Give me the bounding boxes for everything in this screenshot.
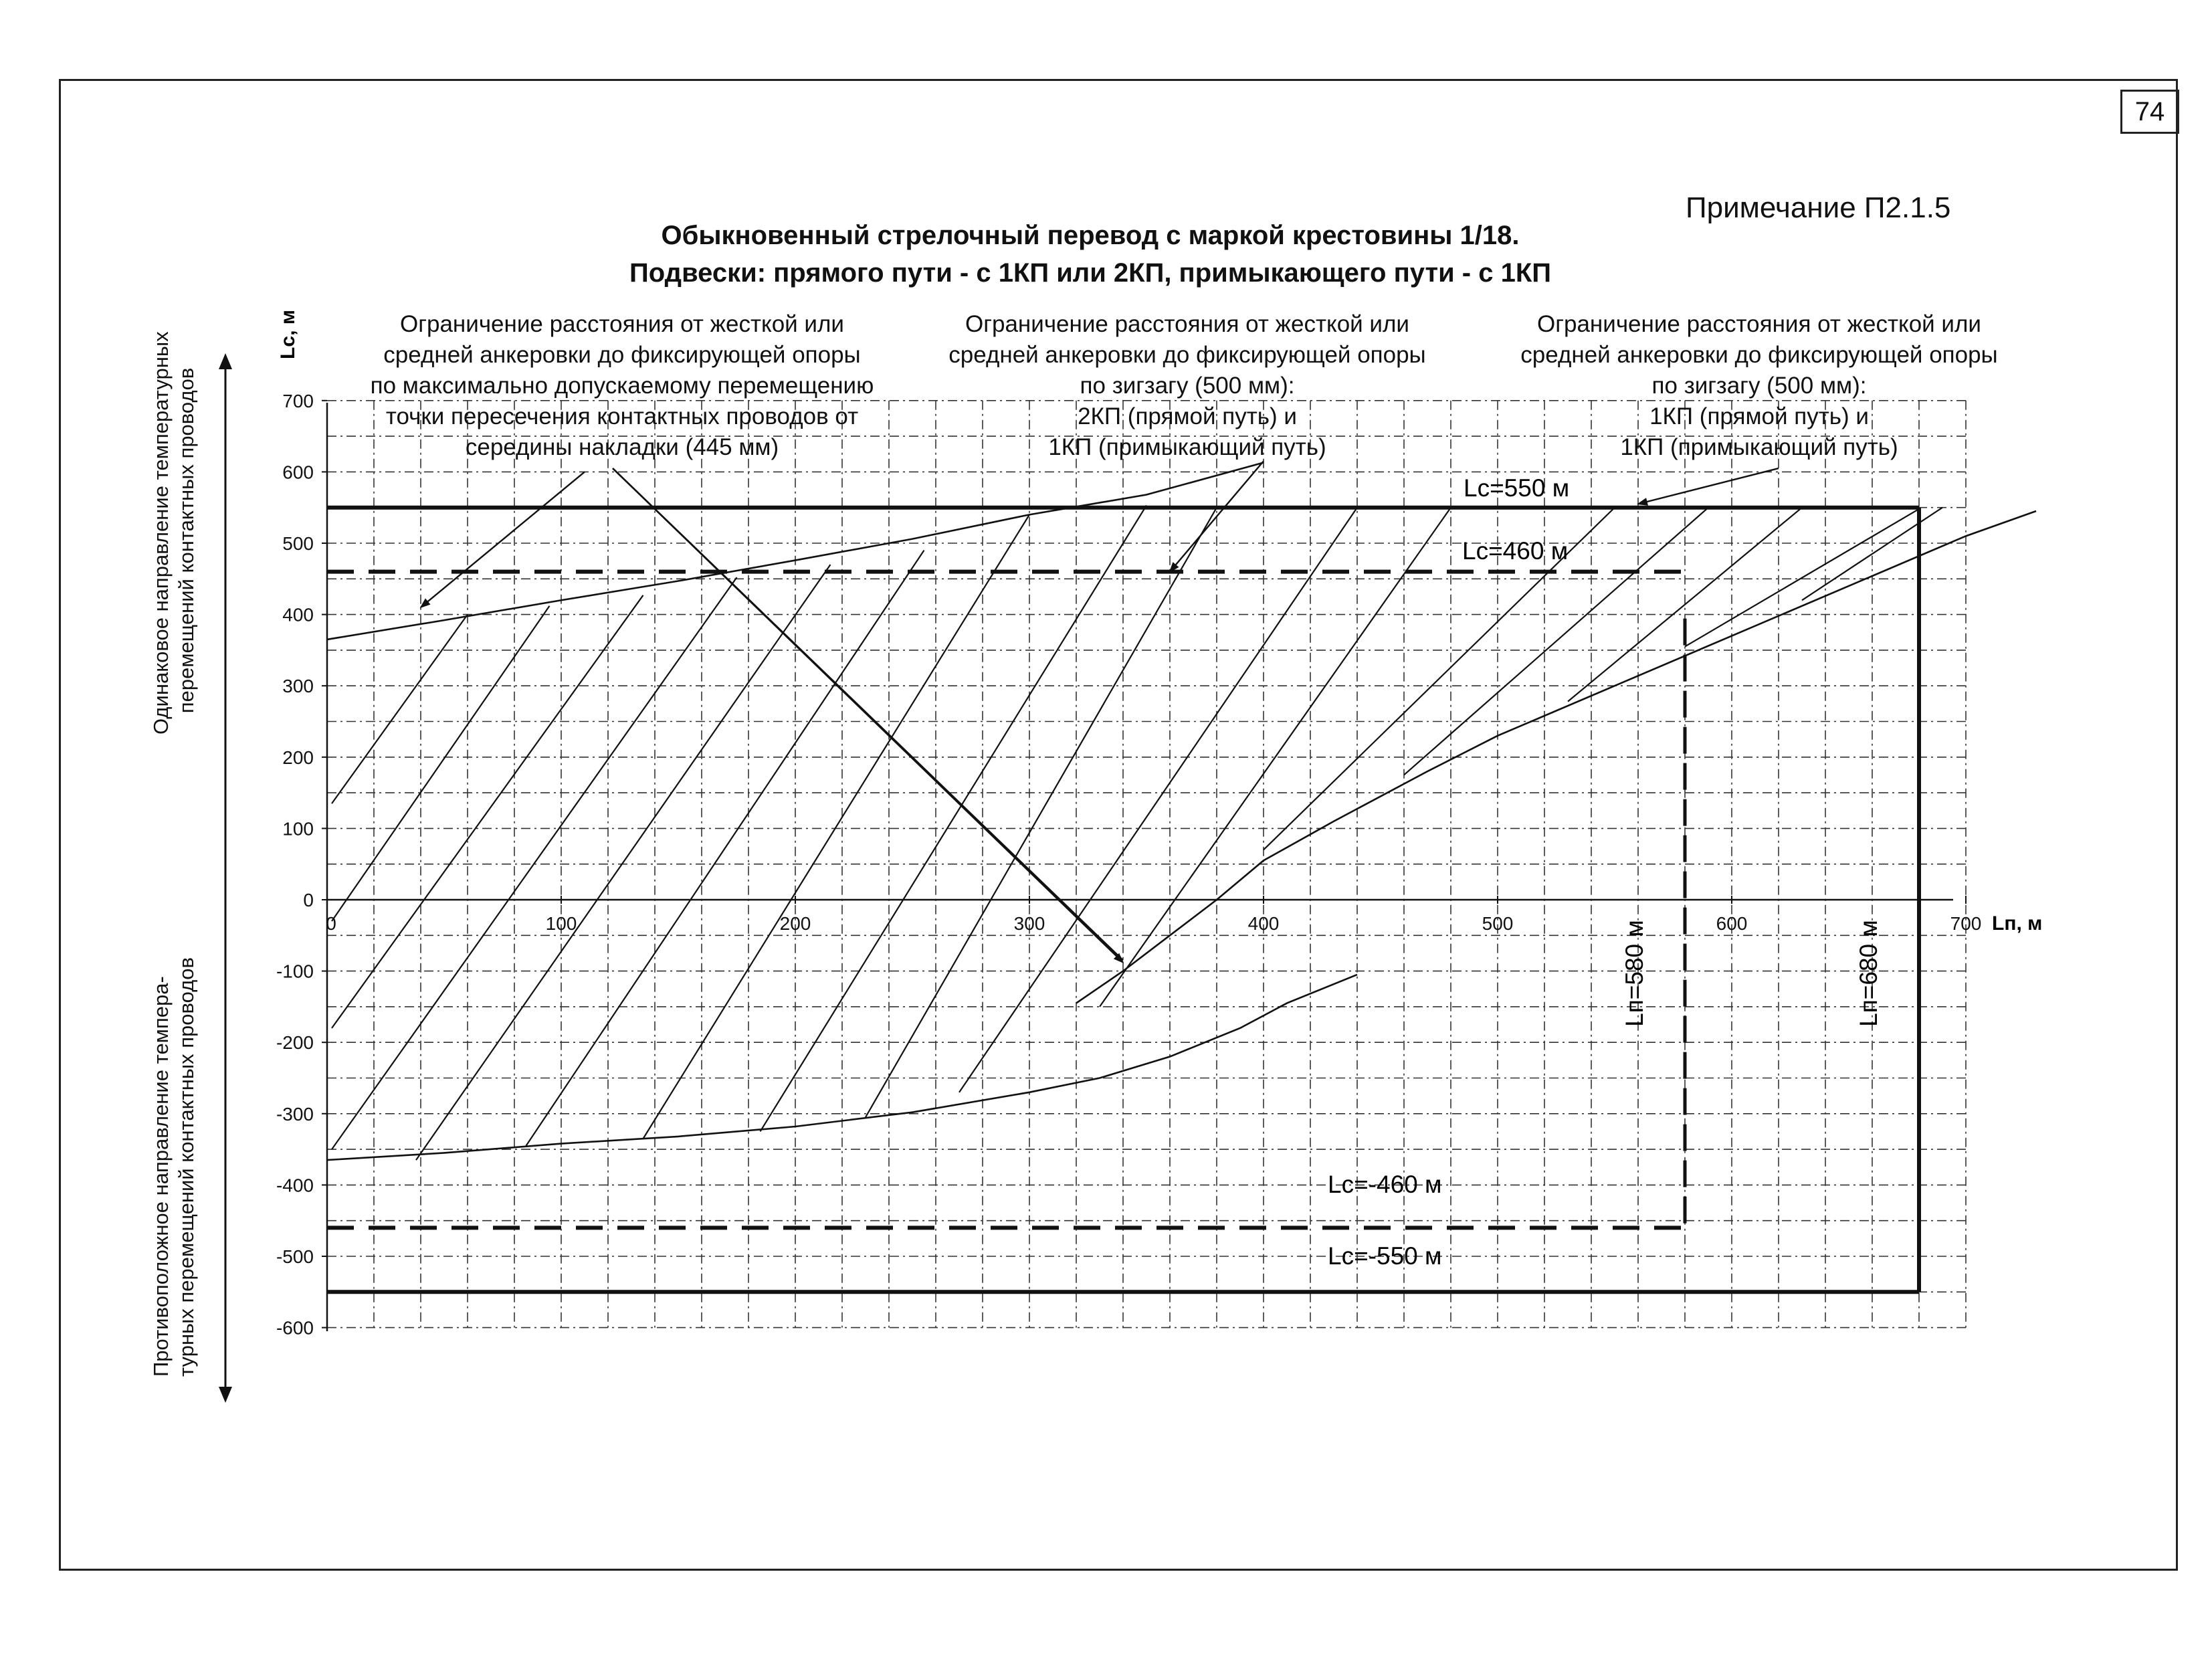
label-lc-m460: Lс=-460 м	[1328, 1171, 1442, 1198]
annotation-3-line-4: 1КП (прямой путь) и	[1649, 403, 1869, 429]
annotation-2	[948, 311, 1425, 460]
annotation-1-line-4: точки пересечения контактных проводов от	[385, 403, 859, 429]
hatch-line	[526, 551, 924, 1146]
annotation-1-line-3: по максимально допускаемому перемещению	[370, 373, 874, 399]
y-tick-label: -300	[276, 1103, 314, 1125]
hatch-line	[1685, 509, 1919, 647]
side-arrow-up	[219, 353, 232, 369]
grid	[327, 401, 1966, 1328]
hatch-line	[643, 514, 1030, 1139]
annotation-arrow	[1638, 468, 1779, 504]
annotation-3-line-5: 1КП (примыкающий путь)	[1620, 434, 1898, 460]
hatch-line	[761, 506, 1147, 1132]
x-tick-label: 200	[779, 913, 811, 934]
annotation-3-line-1: Ограничение расстояния от жесткой или	[1537, 311, 1981, 337]
side-label-upper-line-1: Одинаковое направление температурных	[149, 331, 173, 735]
x-axis-label: Lп, м	[1992, 912, 2043, 935]
annotation-3-line-2: средней анкеровки до фиксирующей опоры	[1520, 342, 1998, 368]
annotation-2-line-2: средней анкеровки до фиксирующей опоры	[948, 342, 1426, 368]
x-tick-label: 500	[1482, 913, 1514, 934]
y-tick-label: 0	[303, 890, 314, 910]
y-tick-label: 700	[282, 390, 314, 411]
annotation-1	[371, 311, 874, 460]
annotation-3	[1520, 311, 1997, 460]
label-lc-m550: Lс=-550 м	[1328, 1242, 1442, 1270]
annotation-2-line-1: Ограничение расстояния от жесткой или	[965, 311, 1409, 337]
annotation-1-line-5: середины накладки (445 мм)	[465, 434, 779, 460]
title-line-2: Подвески: прямого пути - с 1КП или 2КП, примыкающего пути - с 1КП	[629, 258, 1551, 288]
y-tick-label: 100	[282, 818, 314, 840]
y-tick-label: 300	[282, 676, 314, 697]
side-arrow-down	[219, 1387, 232, 1403]
y-tick-label: 400	[282, 604, 314, 625]
x-tick-label: 600	[1716, 913, 1748, 934]
side-label-lower-line-1: Противоположное направление темпера-	[149, 976, 173, 1377]
annotation-arrow	[1170, 461, 1264, 571]
note-label: Примечание П2.1.5	[1686, 191, 1951, 224]
hatch-line	[866, 508, 1217, 1117]
title-line-1: Обыкновенный стрелочный перевод с маркой крестовины 1/18.	[661, 221, 1520, 250]
label-lc-460: Lс=460 м	[1462, 537, 1569, 565]
x-tick-label: 300	[1013, 913, 1045, 934]
hatch-line	[332, 577, 737, 1149]
y-tick-label: -200	[276, 1032, 314, 1054]
y-tick-label: 500	[282, 533, 314, 554]
y-tick-label: -400	[276, 1175, 314, 1196]
x-tick-label: 100	[545, 913, 577, 934]
y-tick-label: -600	[276, 1317, 314, 1339]
y-tick-label: 200	[282, 747, 314, 768]
annotation-arrow	[613, 468, 1123, 963]
x-tick-label: 700	[1950, 913, 1982, 934]
x-tick-label: 400	[1247, 913, 1280, 934]
y-tick-label: -500	[276, 1246, 314, 1267]
axes	[219, 353, 1953, 1403]
side-label-upper-line-2: перемещений контактных проводов	[175, 367, 198, 714]
side-label-lower-line-2: турных перемещений контактных проводов	[175, 957, 198, 1377]
hatch-line	[332, 595, 643, 1028]
annotation-2-line-3: по зигзагу (500 мм):	[1080, 373, 1295, 399]
hatch-line	[416, 565, 831, 1160]
label-ln-680: Lп=680 м	[1855, 920, 1882, 1027]
y-axis-label: Lс, м	[277, 310, 299, 359]
annotation-2-line-5: 1КП (примыкающий путь)	[1048, 434, 1326, 460]
annotation-arrow	[421, 472, 585, 607]
hatch-lines	[332, 506, 1942, 1161]
annotation-1-line-1: Ограничение расстояния от жесткой или	[400, 311, 844, 337]
page-number: 74	[2120, 90, 2179, 134]
y-tick-label: 600	[282, 462, 314, 483]
annotation-2-line-4: 2КП (прямой путь) и	[1078, 403, 1297, 429]
hatch-line	[332, 615, 468, 803]
label-ln-580: Lп=580 м	[1621, 920, 1648, 1027]
annotation-3-line-3: по зигзагу (500 мм):	[1651, 373, 1867, 399]
label-lc-550: Lс=550 м	[1464, 474, 1570, 502]
hatch-line	[959, 508, 1357, 1092]
x-tick-label: 0	[326, 913, 336, 934]
annotation-1-line-2: средней анкеровки до фиксирующей опоры	[383, 342, 861, 368]
y-tick-label: -100	[276, 961, 314, 982]
